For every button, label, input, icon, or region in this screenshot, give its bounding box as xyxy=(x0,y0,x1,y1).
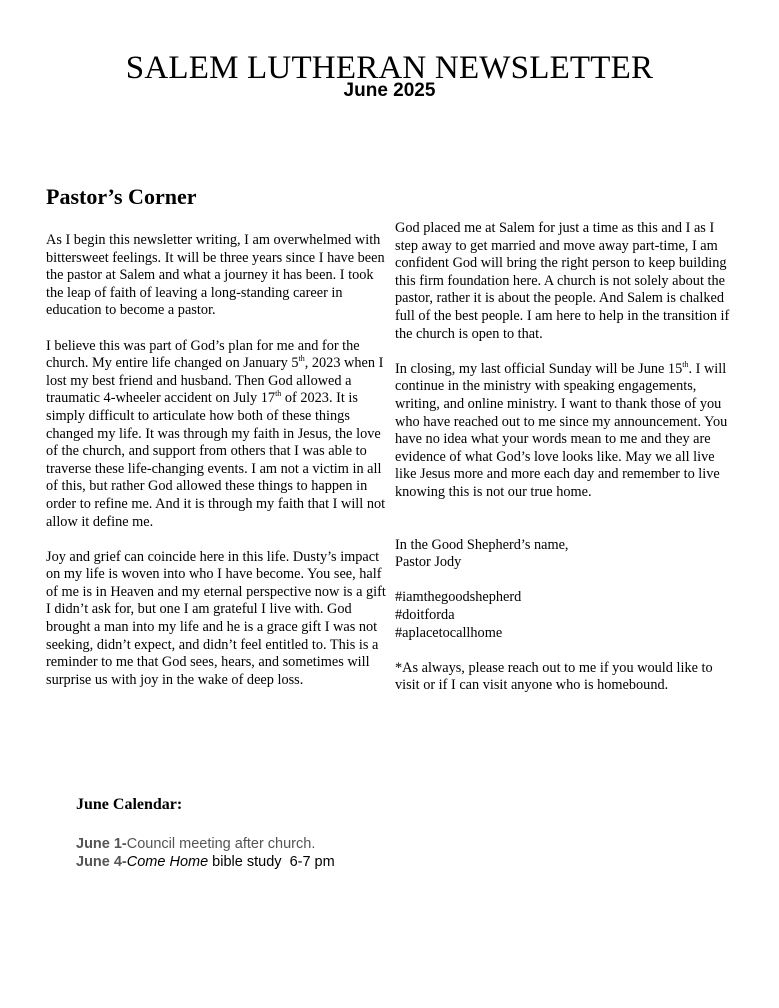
right-column xyxy=(395,220,735,695)
calendar-description: bible study 6-7 pm xyxy=(208,854,335,870)
closing-line: In the Good Shepherd’s name, xyxy=(395,536,569,553)
calendar-date: June 4- xyxy=(76,854,127,870)
signature: Pastor Jody xyxy=(395,554,462,571)
hashtag: #doitforda xyxy=(395,607,455,624)
paragraph: I believe this was part of God’s plan for me and for the church. My entire life changed on January 5th, 2023 when I lost my best friend and husband. Then God allowed a traumatic 4-wheeler accident on July 17th of 2023. It is simply difficult to articulate how both of these things changed my life. It was through my faith in Jesus, the love of the church, and support from others that I was able to traverse these life-changing events. I am not a victim in all of this, but rather God allowed these things to happen in order to refine me. And it is through my faith that I will not allow it define me. xyxy=(46,337,386,530)
newsletter-title: SALEM LUTHERAN NEWSLETTER xyxy=(125,50,654,86)
hashtag: #aplacetocallhome xyxy=(395,624,503,641)
paragraph: In closing, my last official Sunday will be June 15th. I will continue in the ministry with speaking engagements, writing, and online ministry. I want to thank those of you who have reached out to me since my announcement. You have no idea what your words mean to me and they are evidence of what God’s love looks like. May we all live like Jesus more and more each day and remember to live knowing this is not our true home. xyxy=(395,359,728,500)
left-column xyxy=(46,232,388,689)
paragraph: Joy and grief can coincide here in this life. Dusty’s impact on my life is woven into who I have become. You see, half of me is in Heaven and my eternal perspective now is a gift I didn’t ask for, but one I am grateful I live with. God brought a man into my life and he is a grace gift I was not seeking, didn’t expect, and didn’t feel entitled to. This is a reminder to me that God sees, hears, and sometimes will surprise us with joy in the wake of deep loss. xyxy=(46,548,386,688)
paragraph: God placed me at Salem for just a time as this and I as I step away to get married and move away part-time, I am confident God will bring the right person to keep building this firm foundation here. A church is not solely about the pastor, rather it is about the people. And Salem is chalked full of the best people. I am here to help in the transition if the church is open to that. xyxy=(395,220,730,342)
paragraph: As I begin this newsletter writing, I am overwhelmed with bittersweet feelings. It will be three years since I have been the pastor at Salem and what a journey it has been. I took the leap of faith of leaving a long-standing career in education to become a pastor. xyxy=(46,232,385,319)
section-heading-pastors-corner: Pastor’s Corner xyxy=(46,184,197,209)
calendar-list xyxy=(76,835,335,871)
newsletter-date: June 2025 xyxy=(343,80,436,101)
calendar-description: Council meeting after church. xyxy=(126,836,316,852)
calendar-item xyxy=(76,853,335,871)
hashtag: #iamthegoodshepherd xyxy=(395,589,522,606)
homebound-note: *As always, please reach out to me if you would like to visit or if I can visit anyone who is homebound. xyxy=(395,659,713,694)
calendar-heading: June Calendar: xyxy=(76,796,183,813)
calendar-item xyxy=(76,835,335,853)
calendar-date: June 1- xyxy=(76,836,127,852)
calendar-event-name: Come Home xyxy=(126,854,209,870)
